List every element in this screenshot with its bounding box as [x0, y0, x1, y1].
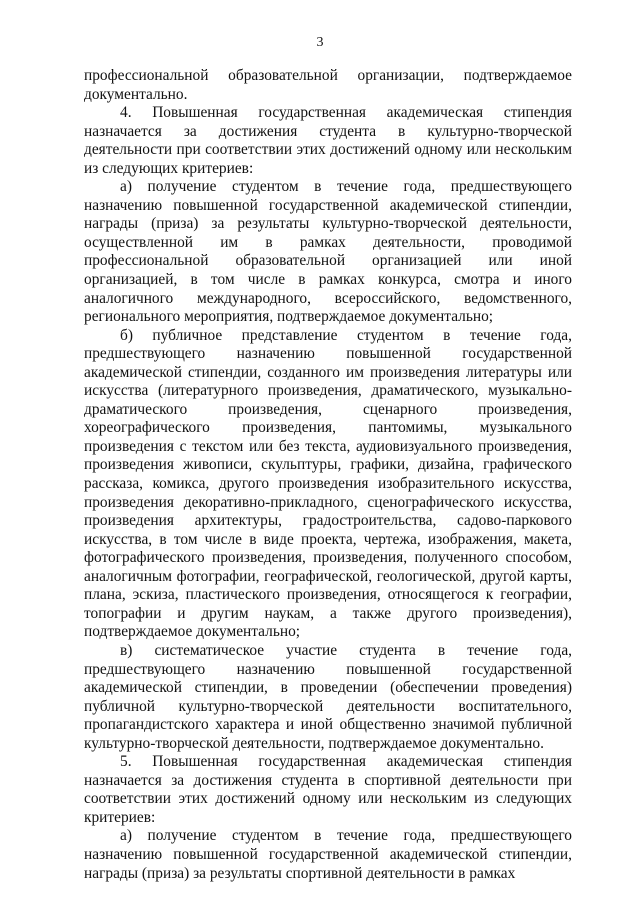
page-number: 3 — [316, 35, 324, 50]
paragraph-item-5a: а) получение студентом в течение года, предшествующего назначению повышенной государственной академической стипендии, награды (приза) за результаты спортивной деятельности в рамках — [84, 827, 572, 882]
paragraph-item-4b: б) публичное представление студентом в течение года, предшествующего назначению повышенной государственной академической стипендии, созданного им произведения литературы или искусства (литературного произведения, драматического, музыкально-драматического произведения, сценарного произведения, хореографического произведения, пантомимы, музыкального произведения с текстом или без текста, аудиовизуального произведения, произведения живописи, скульптуры, графики, дизайна, графического рассказа, комикса, другого произведения изобразительного искусства, произведения декоративно-прикладного, сценографического искусства, произведения архитектуры, градостроительства, садово-паркового искусства, в том числе в виде проекта, чертежа, изображения, макета, фотографического произведения, произведения, полученного способом, аналогичным фотографии, географической, геологической, другой карты, плана, эскиза, пластического произведения, относящегося к географии, топографии и другим наукам, а также другого произведения), подтверждаемое документально; — [84, 326, 572, 641]
paragraph-continuation: профессиональной образовательной организации, подтверждаемое документально. — [84, 67, 572, 103]
paragraph-item-5: 5. Повышенная государственная академическая стипендия назначается за достижения студента в спортивной деятельности при соответствии этих достижений одному или нескольким из следующих критериев: — [84, 753, 572, 826]
paragraph-item-4: 4. Повышенная государственная академическая стипендия назначается за достижения студента в культурно-творческой деятельности при соответствии этих достижений одному или нескольким из следующих критериев: — [84, 104, 572, 177]
paragraph-item-4a: а) получение студентом в течение года, предшествующего назначению повышенной государственной академической стипендии, награды (приза) за результаты культурно-творческой деятельности, осуществленной им в рамках деятельности, проводимой профессиональной образовательной организацией или иной организацией, в том числе в рамках конкурса, смотра и иного аналогичного международного, всероссийского, ведомственного, регионального мероприятия, подтверждаемое документально; — [84, 178, 572, 326]
paragraph-item-4v: в) систематическое участие студента в течение года, предшествующего назначению повышенной государственной академической стипендии, в проведении (обеспечении проведения) публичной культурно-творческой деятельности воспитательного, пропагандистского характера и иной общественно значимой публичной культурно-творческой деятельности, подтверждаемое документально. — [84, 641, 572, 752]
document-body — [84, 67, 572, 883]
